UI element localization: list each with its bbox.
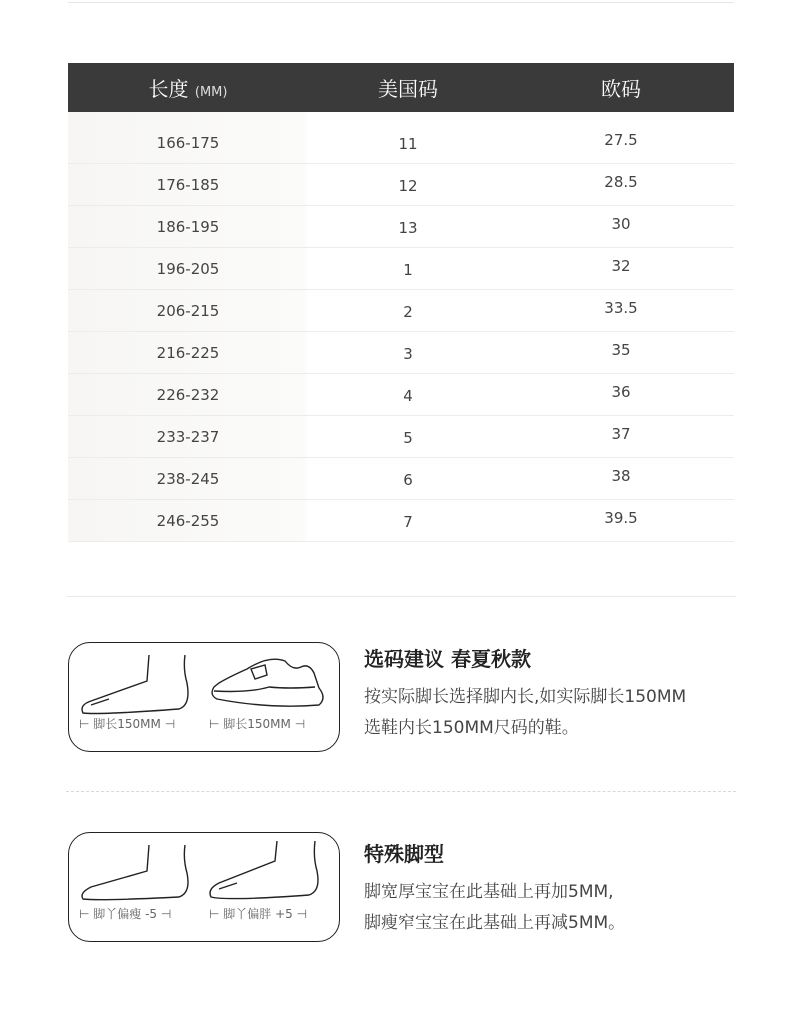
cell-eu: 35 — [611, 340, 631, 359]
cell-us: 13 — [398, 218, 418, 237]
cell-eu: 39.5 — [604, 508, 638, 527]
cell-eu: 36 — [611, 382, 631, 401]
shoe-length-label: ⊢ 脚长150MM ⊣ — [209, 717, 306, 731]
cell-us: 7 — [403, 512, 413, 531]
cell-length: 206-215 — [156, 301, 220, 320]
special-line-1: 脚宽厚宝宝在此基础上再加5MM, — [364, 882, 614, 902]
table-row — [68, 458, 734, 500]
cell-eu: 28.5 — [604, 172, 638, 191]
cell-length: 233-237 — [156, 427, 220, 446]
cell-us: 11 — [398, 134, 418, 153]
cell-length: 176-185 — [156, 175, 220, 194]
cell-length: 186-195 — [156, 217, 220, 236]
cell-us: 6 — [403, 470, 413, 489]
cell-length: 238-245 — [156, 469, 220, 488]
table-row — [68, 332, 734, 374]
cell-us: 2 — [403, 302, 413, 321]
foot-and-shoe-illustration — [69, 643, 341, 753]
advice-line-2: 选鞋内长150MM尺码的鞋。 — [364, 718, 579, 738]
foot-shape-illustration — [69, 833, 341, 943]
header-length-unit: (MM) — [194, 85, 228, 100]
advice-title: 选码建议 春夏秋款 — [364, 647, 531, 671]
wide-foot-icon — [210, 841, 318, 899]
table-row — [68, 206, 734, 248]
size-table — [68, 63, 734, 542]
size-advice — [364, 643, 686, 744]
dashed-divider — [66, 791, 736, 792]
cell-us: 4 — [403, 386, 413, 405]
foot-icon — [82, 655, 188, 714]
table-row — [68, 164, 734, 206]
table-header — [68, 63, 734, 112]
foot-shape-card — [68, 832, 340, 942]
foot-length-card — [68, 642, 340, 752]
cell-eu: 33.5 — [604, 298, 638, 317]
cell-eu: 38 — [611, 466, 631, 485]
header-eu: 欧码 — [601, 77, 641, 101]
cell-us: 12 — [398, 176, 418, 195]
divider — [66, 596, 736, 597]
header-length-label: 长度 — [148, 77, 189, 101]
thin-foot-label: ⊢ 脚丫偏瘦 -5 ⊣ — [79, 907, 172, 921]
cell-length: 166-175 — [156, 133, 220, 152]
cell-length: 226-232 — [156, 385, 220, 404]
thin-foot-icon — [82, 845, 188, 900]
table-row — [68, 416, 734, 458]
cell-length: 246-255 — [156, 511, 220, 530]
cell-eu: 27.5 — [604, 130, 638, 149]
shoe-icon — [212, 659, 323, 706]
cell-us: 3 — [403, 344, 413, 363]
special-title: 特殊脚型 — [364, 842, 444, 866]
table-body — [68, 112, 734, 542]
table-row — [68, 248, 734, 290]
cell-length: 216-225 — [156, 343, 220, 362]
advice-line-1: 按实际脚长选择脚内长,如实际脚长150MM — [364, 687, 687, 707]
cell-us: 1 — [403, 260, 413, 279]
cell-us: 5 — [403, 428, 413, 447]
table-row — [68, 122, 734, 164]
special-foot-info — [364, 838, 625, 939]
cell-eu: 30 — [611, 214, 631, 233]
header-length — [68, 73, 308, 102]
cell-eu: 32 — [611, 256, 631, 275]
cell-length: 196-205 — [156, 259, 220, 278]
cell-eu: 37 — [611, 424, 631, 443]
top-divider — [68, 2, 734, 3]
table-row — [68, 290, 734, 332]
wide-foot-label: ⊢ 脚丫偏胖 +5 ⊣ — [209, 907, 308, 921]
table-row — [68, 500, 734, 542]
header-us: 美国码 — [378, 77, 438, 101]
special-line-2: 脚瘦窄宝宝在此基础上再减5MM。 — [364, 913, 626, 933]
table-row — [68, 374, 734, 416]
foot-length-label: ⊢ 脚长150MM ⊣ — [79, 717, 176, 731]
